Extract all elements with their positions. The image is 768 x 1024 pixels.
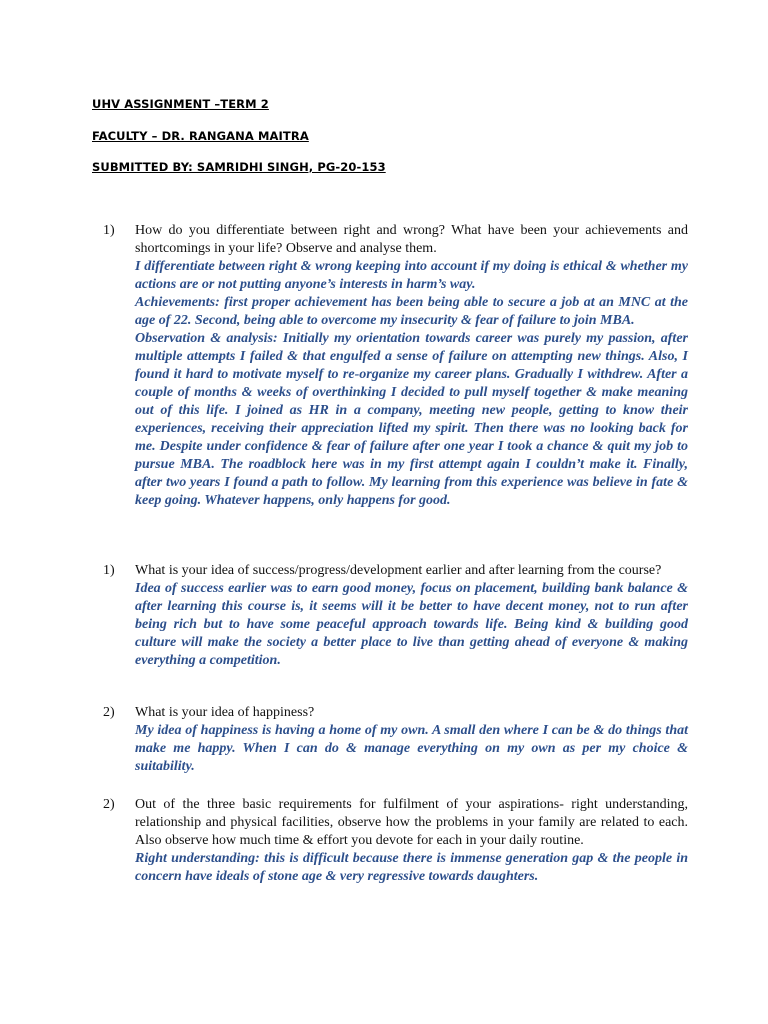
question-text: What is your idea of success/progress/development earlier and after learning from the course?: [135, 563, 662, 578]
answer-paragraph: I differentiate between right & wrong keeping into account if my doing is ethical & whether my actions are or not putting anyone’s interests in harm’s way.: [135, 259, 688, 292]
question-number: 2): [103, 797, 115, 812]
question-block-4: [103, 796, 688, 886]
question-text: Out of the three basic requirements for fulfilment of your aspirations- right understanding, relationship and physical facilities, observe how the problems in your family are related to each. Also observe how much time & effort you devote for each in your daily routine.: [135, 797, 688, 848]
question-number: 1): [103, 563, 115, 578]
question-number: 1): [103, 223, 115, 238]
answer-paragraph: Achievements: first proper achievement has been being able to secure a job at an MNC at the age of 22. Second, being able to overcome my insecurity & fear of failure to join MBA.: [135, 295, 688, 328]
answer-paragraph: Observation & analysis: Initially my orientation towards career was purely my passion, after multiple attempts I failed & that engulfed a sense of failure on attempting new things. Also, I found it hard to motivate myself to re-organize my career plans. Gradually I withdrew. After a couple of months & weeks of overthinking I decided to pull myself together & make meaning out of this life. I joined as HR in a company, meeting new people, getting to know their experiences, receiving their appreciation lifted my spirit. Then there was no looking back for me. Despite under confidence & fear of failure after one year I took a chance & quit my job to pursue MBA. The roadblock here was in my first attempt again I couldn’t make it. Finally, after two years I found a path to follow. My learning from this experience was believe in fate & keep going. Whatever happens, only happens for good.: [135, 331, 688, 508]
question-block-1: [103, 222, 688, 510]
question-block-3: [103, 704, 688, 776]
question-number: 2): [103, 705, 115, 720]
faculty-line: FACULTY – DR. RANGANA MAITRA: [92, 129, 309, 143]
submitted-by-line: SUBMITTED BY: SAMRIDHI SINGH, PG-20-153: [92, 160, 386, 174]
answer-paragraph: Right understanding: this is difficult because there is immense generation gap & the people in concern have ideals of stone age & very regressive towards daughters.: [135, 851, 688, 884]
question-text: What is your idea of happiness?: [135, 705, 315, 720]
answer-paragraph: My idea of happiness is having a home of my own. A small den where I can be & do things that make me happy. When I can do & manage everything on my own as per my choice & suitability.: [135, 723, 688, 774]
answer-paragraph: Idea of success earlier was to earn good money, focus on placement, building bank balance & after learning this course is, it seems will it be better to have decent money, not to run after being rich but to have some peaceful approach towards life. Being kind & building good culture will make the society a better place to live than getting ahead of everyone & making everything a competition.: [135, 581, 688, 668]
question-text: How do you differentiate between right and wrong? What have been your achievements and shortcomings in your life? Observe and analyse them.: [135, 223, 688, 256]
question-block-2: [103, 562, 688, 670]
assignment-title: UHV ASSIGNMENT –TERM 2: [92, 97, 269, 111]
